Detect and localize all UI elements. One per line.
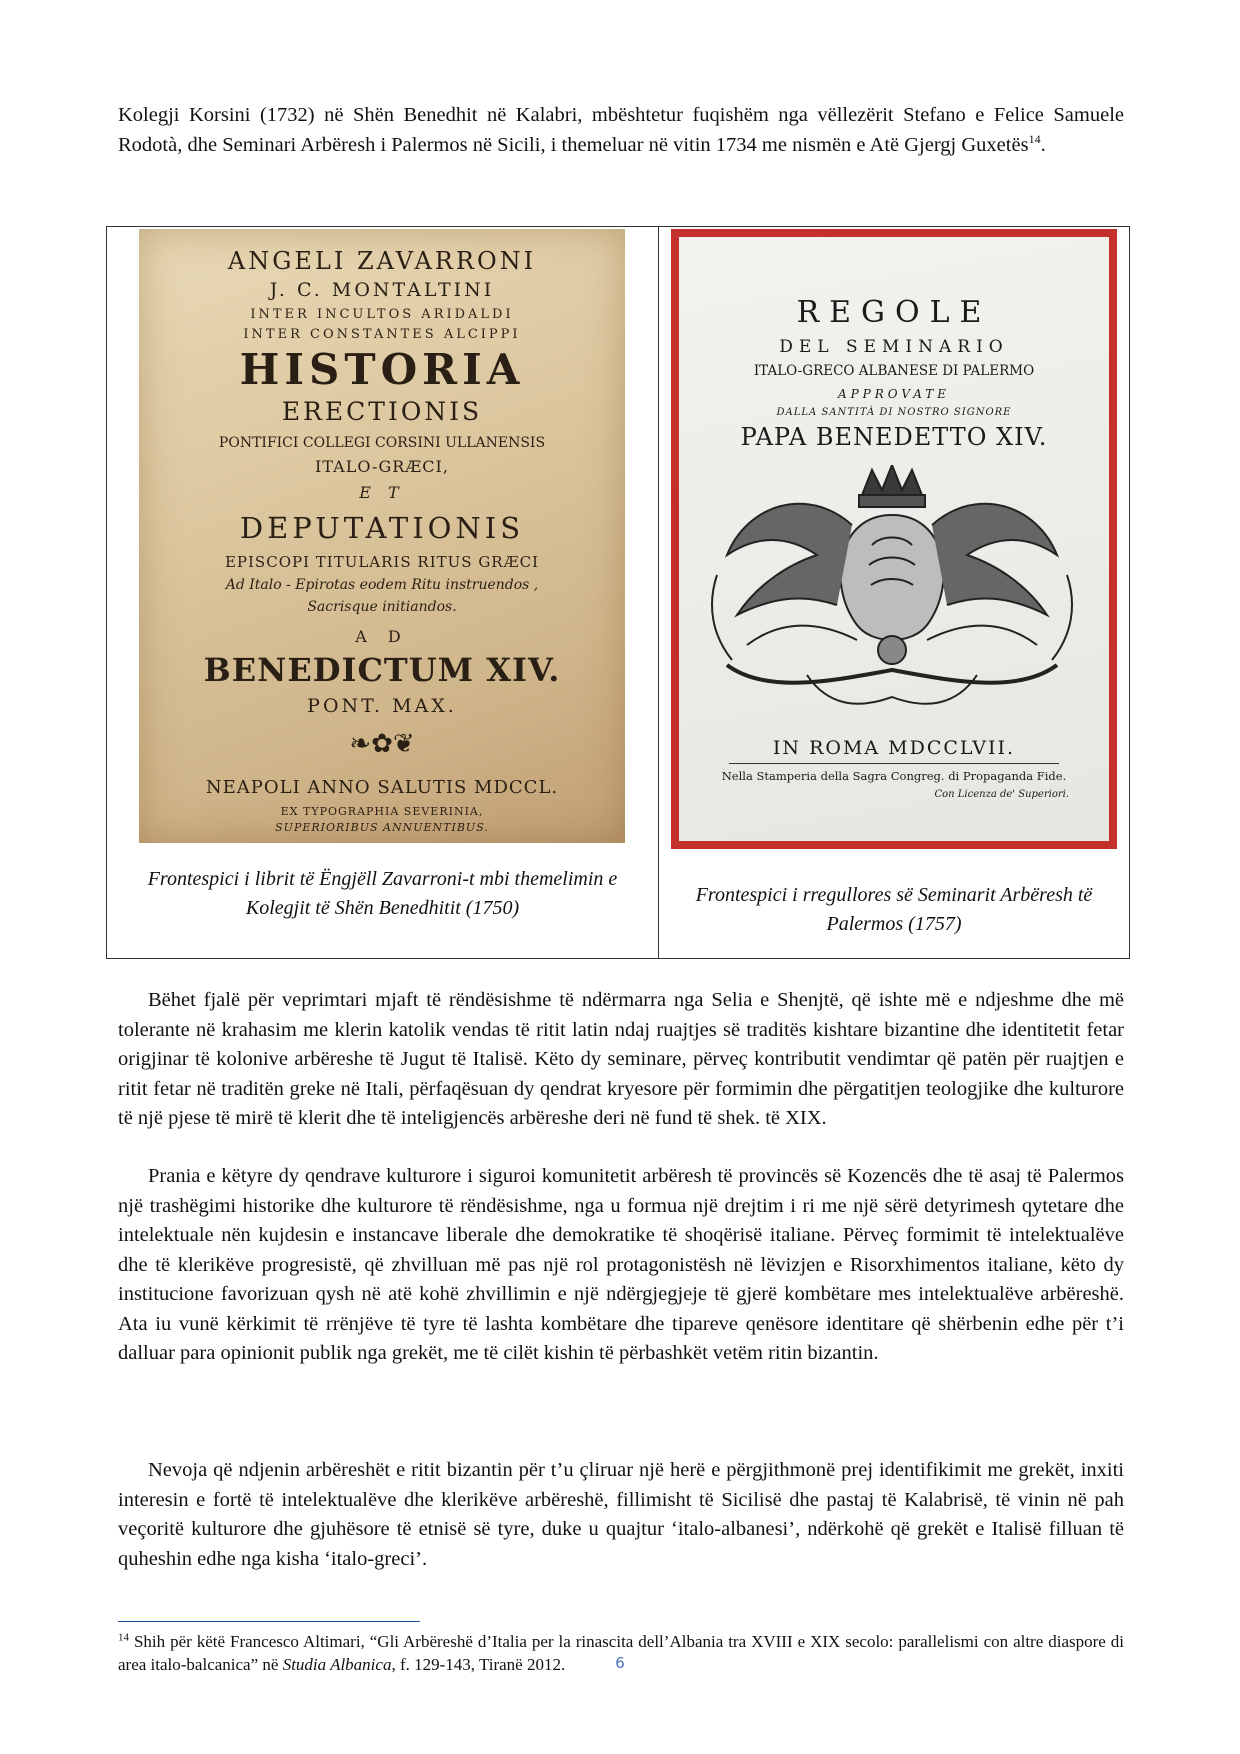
cover-line: INTER CONSTANTES ALCIPPI xyxy=(243,327,521,342)
page-number: 6 xyxy=(615,1654,625,1672)
cover-line: Con Licenza de' Superiori. xyxy=(934,789,1069,800)
cover-line: E T xyxy=(359,483,405,502)
cover-line: PONTIFICI COLLEGI CORSINI ULLANENSIS xyxy=(218,435,546,451)
intro-paragraph: Kolegji Korsini (1732) në Shën Benedhit në Kalabri, mbështetur fuqishëm nga vëllezërit Stefano e Felice Samuele Rodotà, dhe Seminari Arbëresh i Palermos në Sicili, i themeluar në vitin 1734 me nismën e Atë Gjergj Guxetës$^{14}$. xyxy=(118,104,1124,156)
cover-line: HISTORIA xyxy=(239,345,525,394)
cover-line: BENEDICTUM XIV. xyxy=(203,651,561,689)
body-paragraph: Bëhet fjalë për veprimtari mjaft të rëndësishme të ndërmarra nga Selia e Shenjtë, që ishte më e ndjeshme dhe më tolerante në krahasim me klerin katolik vendas të ritit latin ndaj ruajtjes së traditës kishtare bizantine dhe identitetit fetar origjinar të kolonive arbëreshe të Jugut të Italisë. Këto dy seminare, përveç kontributit vendimtar që patën për ruajtjen e ritit fetar në traditën greke në Itali, përfaqësuan dy qendrat kryesore për formimin dhe përgatitjen teologjike dhe kulturore të një pjese të mirë të klerit dhe të inteligjencës arbëreshe deri në fund të shek. të XIX. xyxy=(118,989,1124,1129)
zavarroni-title-page-image xyxy=(139,229,625,843)
body-paragraph: Prania e këtyre dy qendrave kulturore i siguroi komunitetit arbëresh të provincës së Kozencës dhe të asaj të Palermos një trashëgimi historike dhe kulturore të rëndësishme, nga u formua një drejtim i ri me një sërë detyrimesh qytetare dhe intelektuale nën kujdesin e instancave liberale dhe demokratike të shoqërisë italiane. Përveç formimit të intelektualëve dhe të klerikëve progresistë, që zhvilluan më pas një rol protagonistësh në lëvizjen e Risorxhimentos italiane, këto dy institucione favorizuan qysh në atë kohë zhvillimin e një ndërgjegjeje të gjerë kombëtare mes intelektualëve arbëreshë. Ata iu vunë kërkimit të rrënjëve të tyre të lashta kombëtare dhe tipareve qenësore identitare që shërbenin edhe për t’i dalluar para opinionit publik nga grekët, me të cilët kishin të përbashkët vetëm ritin bizantin. xyxy=(118,1165,1124,1364)
cover-line: INTER INCULTOS ARIDALDI xyxy=(250,307,514,322)
footnote-text-end: , f. 129-143, Tiranë 2012. xyxy=(391,1655,566,1674)
cover-line: A D xyxy=(355,627,409,646)
cover-line: ITALO-GRECO ALBANESE DI PALERMO xyxy=(753,363,1035,379)
cover-line: DALLA SANTITÀ DI NOSTRO SIGNORE xyxy=(776,407,1012,418)
footnote-separator xyxy=(118,1621,420,1622)
cover-line: Ad Italo - Epirotas eodem Ritu instruendos , xyxy=(225,577,539,593)
footnote-reference[interactable]: 14 xyxy=(1028,131,1041,146)
figure-cell-left xyxy=(107,227,659,958)
figure-caption-right: Frontespici i rregullores së Seminarit Arbëresh të Palermos (1757) xyxy=(695,884,1093,935)
cover-line: EPISCOPI TITULARIS RITUS GRÆCI xyxy=(224,553,540,571)
cover-line: SUPERIORIBUS ANNUENTIBUS. xyxy=(275,821,489,834)
cover-line: EX TYPOGRAPHIA SEVERINIA, xyxy=(280,805,484,818)
intro-text: Kolegji Korsini (1732) në Shën Benedhit në Kalabri, mbështetur fuqishëm nga vëllezërit Stefano e Felice Samuele Rodotà, dhe Seminari Arbëresh i Palermos në Sicili, i themeluar në vitin 1734 me nismën e Atë Gjergj Guxetës xyxy=(118,104,1124,156)
body-paragraph: Nevoja që ndjenin arbëreshët e ritit bizantin për t’u çliruar një herë e përgjithmonë prej identifikimit me grekët, inxiti interesin e fortë të intelektualëve dhe klerikëve arbëreshë, fillimisht të Sicilisë dhe pastaj të Kalabrisë, të vinin në pah veçoritë kulturore dhe gjuhësore të etnisë së tyre, duke u quajtur ‘italo-albanesi’, ndërkohë që grekët e Italisë filluan të quheshin edhe nga kisha ‘italo-greci’. xyxy=(118,1459,1124,1570)
cover-line: ERECTIONIS xyxy=(281,397,483,426)
footnote-journal-title: Studia Albanica xyxy=(282,1655,392,1674)
cover-line: NEAPOLI ANNO SALUTIS MDCCL. xyxy=(205,777,559,798)
cover-line: ITALO-GRÆCI, xyxy=(315,457,449,476)
cover-line: DEL SEMINARIO xyxy=(779,337,1009,357)
cover-line: REGOLE xyxy=(796,295,992,330)
divider xyxy=(729,763,1059,764)
cover-line: APPROVATE xyxy=(837,387,951,401)
footnote-number: 14 xyxy=(118,1631,129,1644)
cover-line: PAPA BENEDETTO XIV. xyxy=(740,423,1048,451)
regole-title-page-image xyxy=(671,229,1117,849)
cover-line: DEPUTATIONIS xyxy=(239,511,525,545)
ornament-icon: ❧✿❦ xyxy=(349,729,415,758)
footnote-text: Shih për këtë Francesco Altimari, “Gli Arbëreshë d’Italia per la rinascita dell’Albania tra XVIII e XIX secolo: parallelismi con altre diaspore di area italo-balcanica” në xyxy=(118,1632,1124,1674)
cover-line: Sacrisque initiandos. xyxy=(307,599,457,615)
cover-line: ANGELI ZAVARRONI xyxy=(227,247,537,275)
cover-line: Nella Stamperia della Sagra Congreg. di Propaganda Fide. xyxy=(721,769,1067,783)
coat-of-arms-engraving xyxy=(687,465,1097,725)
figure-table xyxy=(106,226,1130,959)
figure-caption-left: Frontespici i librit të Ëngjëll Zavarroni-t mbi themelimin e Kolegjit të Shën Benedhitit (1750) xyxy=(147,868,618,919)
cover-line: IN ROMA MDCCLVII. xyxy=(772,737,1016,759)
cover-line: PONT. MAX. xyxy=(307,695,457,717)
figure-cell-right xyxy=(659,227,1129,958)
cover-line: J. C. MONTALTINI xyxy=(269,279,495,301)
